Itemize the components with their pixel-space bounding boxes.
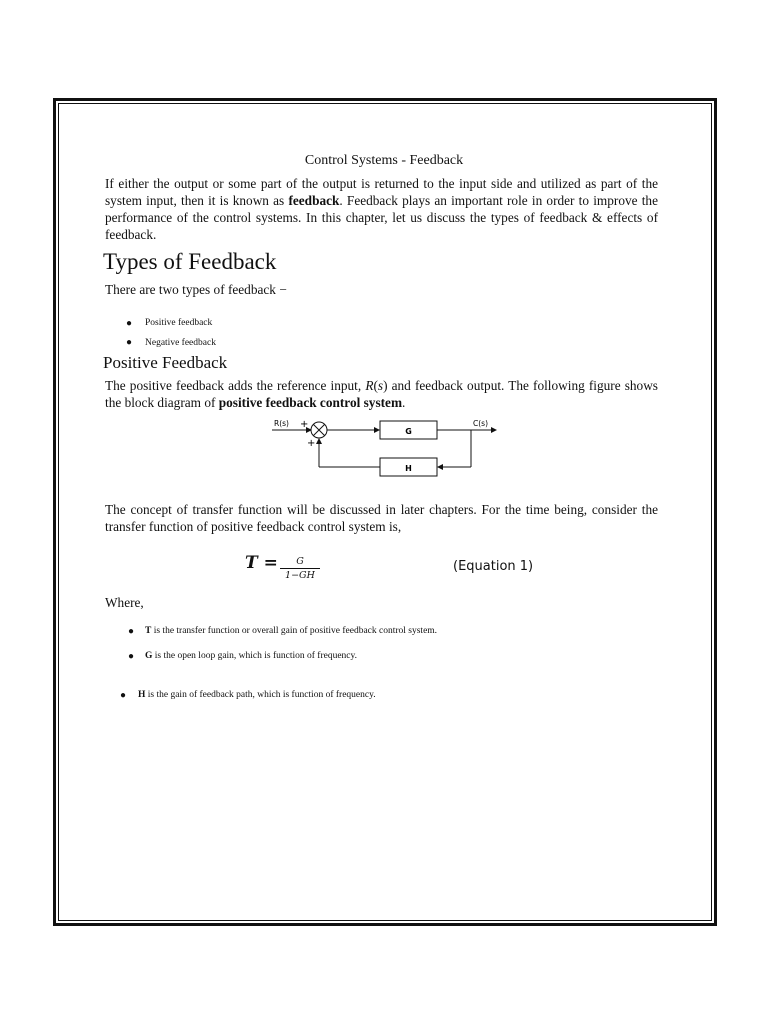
- feedback-block-label: H: [405, 464, 412, 473]
- bullet-icon: ●: [126, 337, 133, 348]
- equation-numerator: G: [296, 556, 304, 567]
- bullet-icon: ●: [128, 651, 135, 662]
- type-item-negative: Negative feedback: [145, 338, 216, 348]
- section-heading: Types of Feedback: [103, 249, 277, 274]
- where-symbol-t: T: [145, 626, 152, 636]
- positive-text-1: The positive feedback adds the reference input,: [105, 378, 366, 393]
- positive-paragraph: [105, 377, 658, 411]
- positive-italic-s: s: [377, 378, 384, 393]
- positive-feedback-block-diagram: [270, 415, 500, 480]
- equation-denominator: 1−GH: [285, 570, 315, 581]
- types-intro: There are two types of feedback −: [105, 282, 287, 297]
- equation-fraction: [280, 556, 320, 581]
- sign-bottom: +: [307, 438, 316, 449]
- where-item-t: [145, 626, 437, 636]
- forward-block-label: G: [405, 427, 412, 436]
- type-item-positive: Positive feedback: [145, 318, 213, 328]
- where-item-g: [145, 651, 357, 661]
- fraction-bar: [280, 568, 320, 569]
- input-label: R(s): [274, 419, 289, 428]
- where-text-g: is the open loop gain, which is function of frequency.: [152, 651, 358, 661]
- equation-lhs: T =: [245, 553, 278, 573]
- where-text-t: is the transfer function or overall gain of positive feedback control system.: [151, 626, 438, 636]
- where-symbol-h: H: [138, 690, 146, 700]
- where-text-h: is the gain of feedback path, which is function of frequency.: [145, 690, 376, 700]
- intro-text-1: If either the output or some part of the output is returned to the input side and utilized as part of the system input, then it is known as: [105, 176, 658, 208]
- bullet-icon: ●: [126, 318, 133, 329]
- positive-bold-term: positive feedback control system: [218, 395, 403, 410]
- positive-italic-r: R: [365, 378, 374, 393]
- positive-paren-close: ): [383, 378, 388, 393]
- subsection-heading: Positive Feedback: [103, 353, 228, 372]
- intro-text-2: . Feedback plays an important role in order to improve the performance of the control systems. In this chapter, let us discuss the types of feedback & effects of feedback.: [105, 193, 658, 242]
- positive-paren-open: (: [373, 378, 378, 393]
- intro-bold-term: feedback: [288, 193, 340, 208]
- where-symbol-g: G: [145, 651, 153, 661]
- equation-label: (Equation 1): [453, 559, 534, 574]
- transfer-paragraph: The concept of transfer function will be discussed in later chapters. For the time being, consider the transfer function of positive feedback control system is,: [105, 502, 658, 534]
- output-label: C(s): [473, 419, 488, 428]
- positive-text-3: .: [402, 395, 406, 410]
- intro-paragraph: [105, 175, 658, 243]
- where-label: Where,: [105, 595, 144, 610]
- bullet-icon: ●: [120, 690, 127, 701]
- sign-top: +: [300, 419, 309, 430]
- positive-text-2: and feedback output. The following figure shows the block diagram of: [105, 378, 658, 410]
- document-title: Control Systems - Feedback: [304, 153, 464, 168]
- where-item-h: [138, 690, 376, 700]
- bullet-icon: ●: [128, 626, 135, 637]
